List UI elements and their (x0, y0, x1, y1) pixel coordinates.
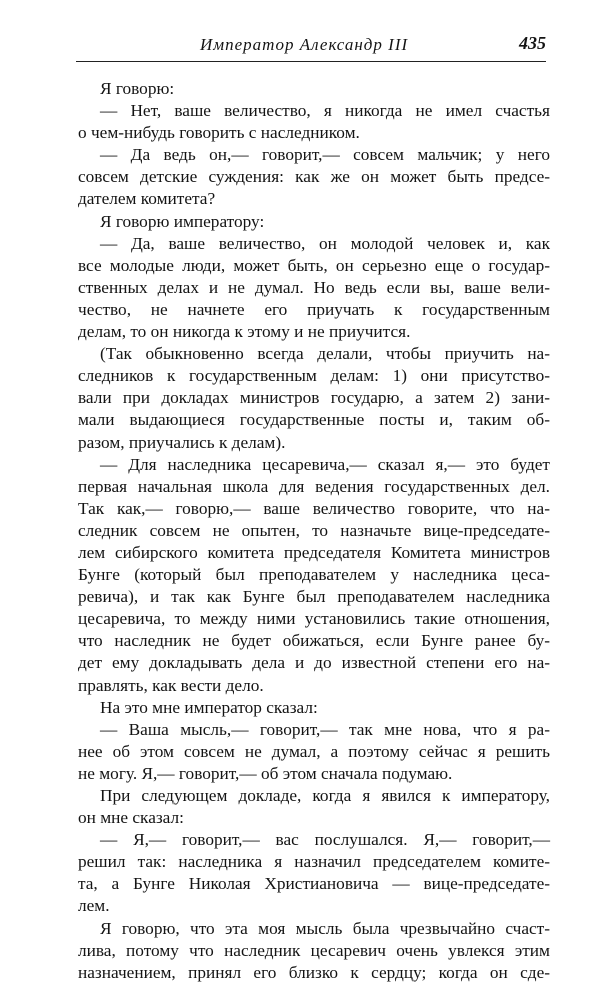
text-line: Бунге (который был преподавателем у наследника цеса- (78, 565, 550, 585)
text-line: та, а Бунге Николая Христиановича — вице-председате- (78, 874, 550, 894)
text-line: решил так: наследника я назначил председателем комите- (78, 852, 550, 872)
text-line: На это мне император сказал: (100, 697, 318, 717)
text-line: (Так обыкновенно всегда делали, чтобы приучить на- (100, 344, 550, 364)
text-line: вали при докладах министров государю, а затем 2) зани- (78, 388, 550, 408)
text-line: — Для наследника цесаревича,— сказал я,— это будет (100, 454, 550, 474)
text-line: Я говорю, что эта моя мысль была чрезвычайно счаст- (100, 918, 550, 938)
text-line: При следующем докладе, когда я явился к императору, (100, 786, 550, 805)
text-line: он мне сказал: (78, 808, 184, 828)
text-line: чество, не начнете его приучать к государственным (78, 299, 550, 319)
running-header (76, 33, 546, 62)
text-line: нее об этом совсем не думал, а поэтому сейчас я решить (78, 741, 550, 761)
text-line: мали выдающиеся государственные посты и, таким об- (78, 410, 550, 430)
text-line: о чем-нибудь говорить с наследником. (78, 123, 360, 143)
running-title: Император Александр III (200, 35, 409, 54)
text-line: следник совсем не опытен, то назначьте вице-председате- (78, 520, 550, 540)
text-line: ревича), и так как Бунге был преподавателем наследника (78, 587, 550, 607)
text-line: Я говорю: (100, 79, 175, 98)
text-line: не могу. Я,— говорит,— об этом сначала подумаю. (78, 763, 453, 783)
text-line: — Я,— говорит,— вас послушался. Я,— говорит,— (100, 830, 550, 850)
text-line: разом, приучались к делам). (78, 432, 286, 452)
text-line: Так как,— говорю,— ваше величество говорите, что на- (78, 498, 550, 518)
text-line: первая начальная школа для ведения государственных дел. (78, 476, 550, 496)
text-line: делам, то он никогда к этому и не приучится. (78, 322, 411, 342)
text-line: дет ему докладывать дела и до известной степени его на- (78, 653, 550, 673)
text-line: лем. (78, 896, 110, 916)
text-line: что наследник не будет обижаться, если Бунге ранее бу- (78, 631, 550, 651)
text-line: ственных делах и не думал. Но ведь если вы, ваше вели- (78, 277, 550, 297)
text-line: — Да ведь он,— говорит,— совсем мальчик; у него (100, 145, 550, 165)
text-line: — Ваша мысль,— говорит,— так мне нова, что я ра- (100, 719, 550, 739)
text-line: — Нет, ваше величество, я никогда не имел счастья (100, 101, 550, 121)
text-line: дателем комитета? (78, 189, 216, 209)
text-line: следников к государственным делам: 1) они присутство- (78, 366, 550, 386)
text-line: лива, потому что наследник цесаревич очень увлекся этим (78, 940, 550, 960)
text-line: цесаревича, то между ними установились такие отношения, (78, 609, 550, 629)
text-line: совсем детские суждения: как же он может быть предсе- (78, 167, 550, 187)
text-line: лем сибирского комитета председателя Комитета министров (78, 542, 550, 562)
text-line: все молодые люди, может быть, он серьезно еще о государ- (78, 255, 550, 275)
page-number: 435 (519, 33, 546, 53)
text-line: правлять, как вести дело. (78, 675, 264, 695)
text-line: назначением, принял его близко к сердцу; когда он сде- (78, 962, 550, 982)
body-text (78, 78, 550, 984)
text-line: — Да, ваше величество, он молодой человек и, как (100, 233, 550, 253)
text-line: Я говорю императору: (100, 211, 265, 231)
